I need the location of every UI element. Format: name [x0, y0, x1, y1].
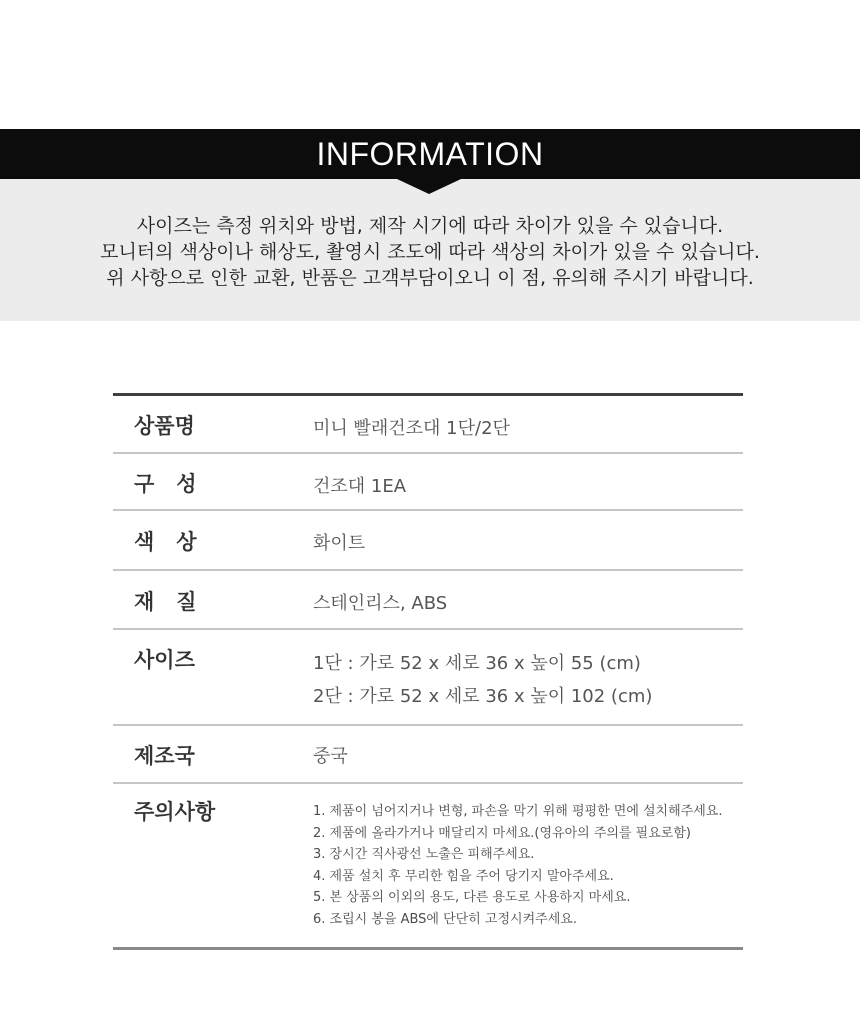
- spec-value: 1단 : 가로 52 x 세로 36 x 높이 55 (cm): [313, 653, 641, 674]
- spec-table: [113, 393, 743, 950]
- spec-row-color: [113, 511, 743, 571]
- spec-row-size: [113, 630, 743, 726]
- spec-label: 주의사항: [134, 800, 216, 824]
- spec-row-composition: [113, 454, 743, 511]
- spec-value: 건조대 1EA: [313, 476, 407, 497]
- banner-pointer: [397, 179, 461, 194]
- spec-row-product-name: [113, 396, 743, 454]
- spec-label: 상품명: [134, 414, 195, 438]
- spec-label: 색 상: [134, 530, 197, 554]
- spec-value: 화이트: [313, 533, 366, 554]
- notice-line: 위 사항으로 인한 교환, 반품은 고객부담이오니 이 점, 유의해 주시기 바랍니다.: [106, 267, 754, 289]
- notice-line: 모니터의 색상이나 해상도, 촬영시 조도에 따라 색상의 차이가 있을 수 있습니다.: [100, 241, 760, 263]
- caution-item: 3. 장시간 직사광선 노출은 피해주세요.: [313, 847, 535, 862]
- banner-title: INFORMATION: [316, 135, 544, 172]
- caution-item: 5. 본 상품의 이외의 용도, 다른 용도로 사용하지 마세요.: [313, 890, 631, 905]
- spec-label: 재 질: [134, 590, 197, 614]
- spec-row-origin: [113, 726, 743, 784]
- spec-value: 2단 : 가로 52 x 세로 36 x 높이 102 (cm): [313, 686, 653, 707]
- caution-item: 2. 제품에 올라가거나 매달리지 마세요.(영유아의 주의를 필요로함): [313, 826, 691, 841]
- spec-label: 제조국: [134, 744, 195, 768]
- caution-item: 6. 조립시 봉을 ABS에 단단히 고정시켜주세요.: [313, 912, 577, 927]
- spec-value: 스테인리스, ABS: [313, 593, 448, 614]
- caution-item: 4. 제품 설치 후 무리한 힘을 주어 당기지 말아주세요.: [313, 869, 614, 884]
- notice-line: 사이즈는 측정 위치와 방법, 제작 시기에 따라 차이가 있을 수 있습니다.: [136, 215, 724, 237]
- information-banner: [0, 129, 860, 179]
- spec-value: 미니 빨래건조대 1단/2단: [313, 418, 510, 439]
- spec-label: 사이즈: [134, 648, 195, 672]
- notice-box: [0, 179, 860, 321]
- spec-row-material: [113, 571, 743, 630]
- caution-item: 1. 제품이 넘어지거나 변형, 파손을 막기 위해 평평한 면에 설치해주세요.: [313, 804, 723, 819]
- spec-label: 구 성: [134, 472, 197, 496]
- spec-value: 중국: [313, 746, 348, 767]
- spec-row-cautions: [113, 784, 743, 947]
